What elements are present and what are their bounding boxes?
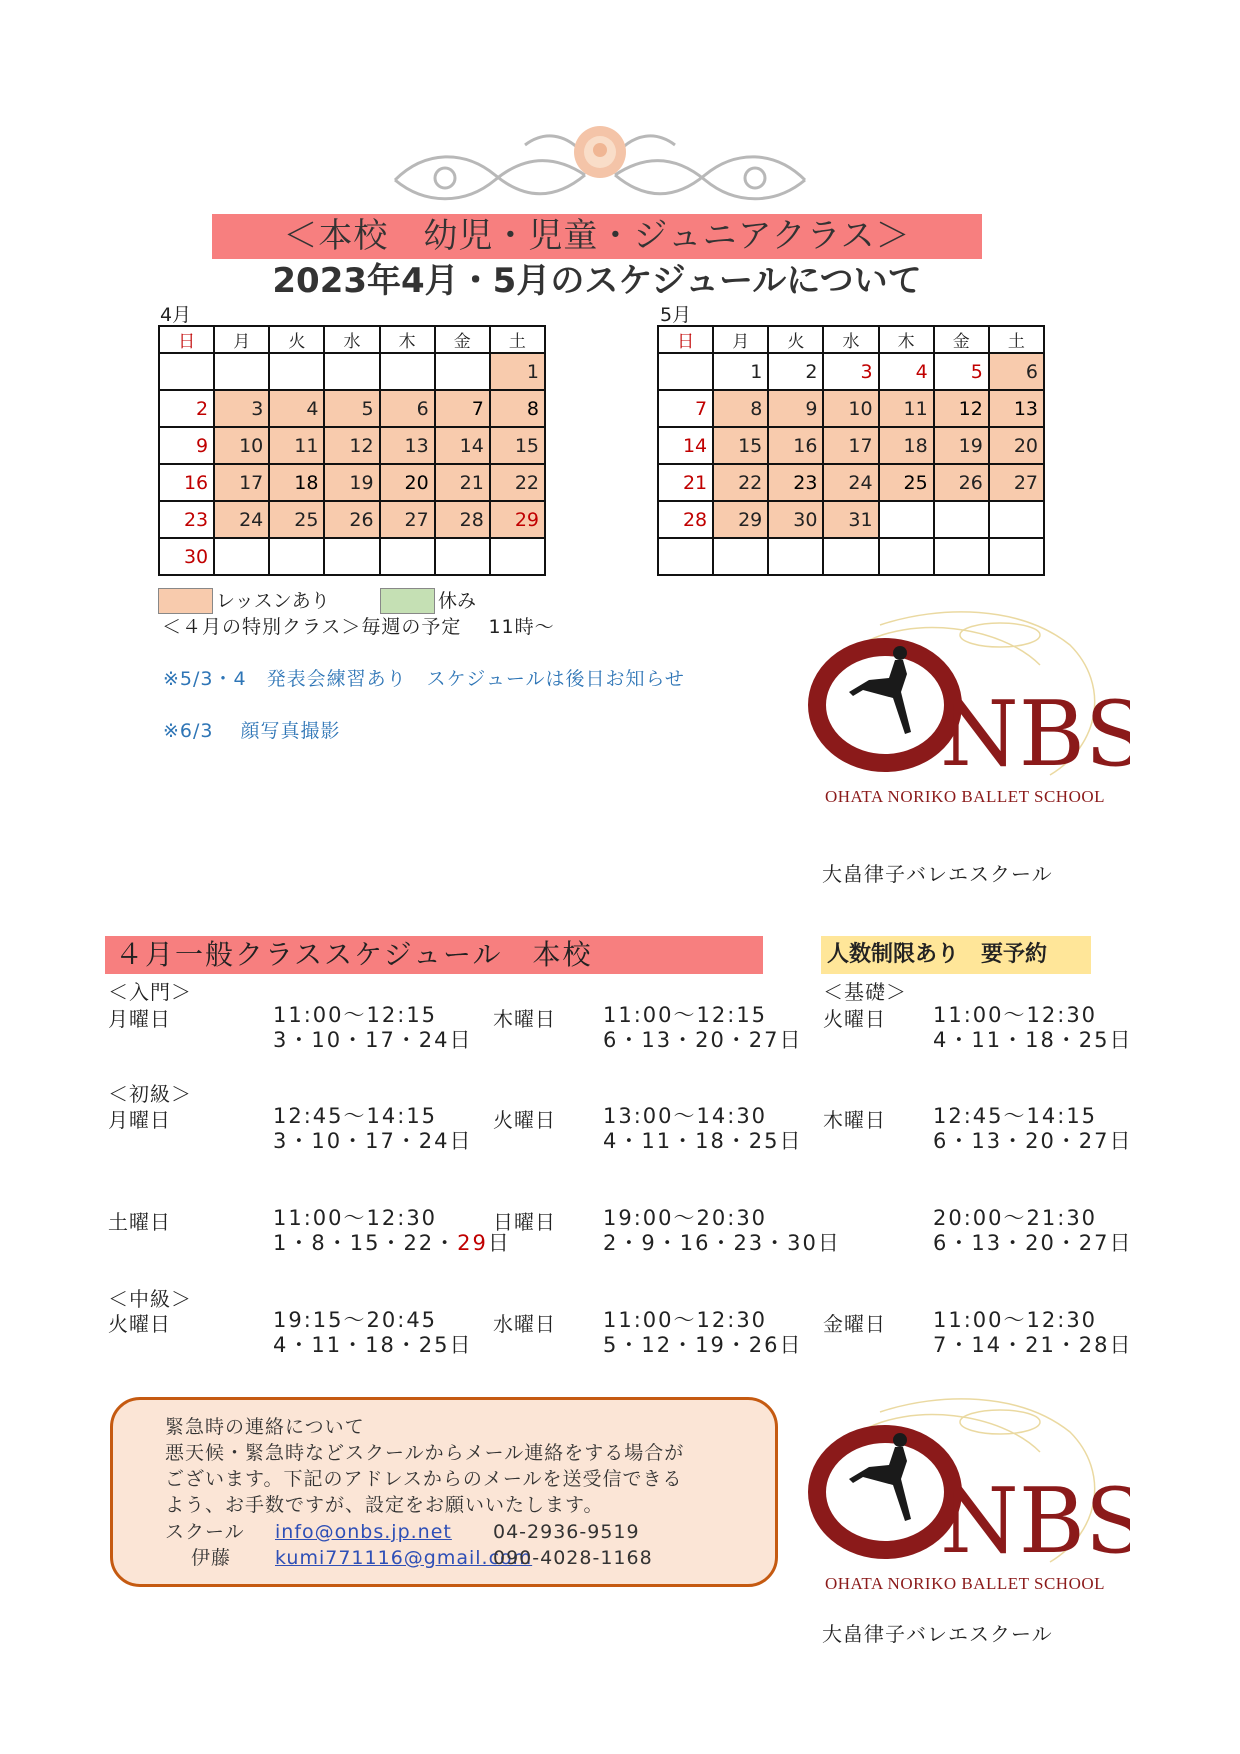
calendar-day: 2: [159, 390, 214, 427]
class-dates: 3・10・17・24日: [273, 1028, 473, 1052]
april-calendar: [158, 325, 546, 576]
class-dates: 4・11・18・25日: [933, 1028, 1133, 1052]
calendar-day: 4: [879, 353, 934, 390]
ito-phone: 090-4028-1168: [493, 1547, 653, 1569]
may-calendar: [657, 325, 1045, 576]
weekday-header: 金: [934, 326, 989, 353]
class-time: 19:00～20:30: [603, 1206, 768, 1230]
legend-lesson-swatch: [158, 588, 213, 614]
class-time: 20:00～21:30: [933, 1206, 1098, 1230]
calendar-day: [934, 538, 989, 575]
page-subtitle: 2023年4月・5月のスケジュールについて: [272, 261, 922, 301]
class-day: 火曜日: [108, 1312, 171, 1336]
calendar-week: [658, 464, 1044, 501]
contact-body-line: 悪天候・緊急時などスクールからメール連絡をする場合が: [165, 1442, 685, 1464]
calendar-day: [879, 538, 934, 575]
calendar-day: [435, 353, 490, 390]
calendar-day: [324, 538, 379, 575]
class-time: 11:00～12:30: [933, 1308, 1098, 1332]
april-label: 4月: [160, 304, 192, 326]
reservation-badge: 人数制限あり 要予約: [821, 936, 1091, 974]
legend-rest-label: 休み: [438, 590, 477, 612]
calendar-day: 2: [768, 353, 823, 390]
weekday-header: 水: [823, 326, 878, 353]
class-day: 水曜日: [493, 1312, 556, 1336]
calendar-day: 9: [768, 390, 823, 427]
calendar-day: [713, 538, 768, 575]
calendar-day: [269, 538, 324, 575]
class-time: 12:45～14:15: [933, 1104, 1098, 1128]
calendar-day: 16: [159, 464, 214, 501]
school-label: スクール: [165, 1521, 245, 1543]
calendar-day: 5: [324, 390, 379, 427]
weekday-header: 月: [713, 326, 768, 353]
calendar-day: 13: [989, 390, 1044, 427]
calendar-day: 9: [159, 427, 214, 464]
calendar-day: 31: [823, 501, 878, 538]
calendar-day: [490, 538, 545, 575]
dates-part: 1・8・15・22・: [273, 1231, 458, 1255]
school-email-link[interactable]: info@onbs.jp.net: [275, 1521, 452, 1543]
calendar-day: 21: [658, 464, 713, 501]
logo-letters: NBS: [940, 682, 1130, 787]
emergency-contact-box: [110, 1397, 778, 1587]
class-day: 月曜日: [108, 1108, 171, 1132]
page-title: ＜本校 幼児・児童・ジュニアクラス＞: [212, 214, 982, 259]
calendar-day: 15: [713, 427, 768, 464]
calendar-day: 13: [380, 427, 435, 464]
calendar-week: [159, 464, 545, 501]
calendar-day: 10: [823, 390, 878, 427]
level-kiso: ＜基礎＞: [823, 980, 907, 1004]
logo-letters: NBS: [940, 1469, 1130, 1574]
calendar-day: 6: [380, 390, 435, 427]
calendar-day: 18: [269, 464, 324, 501]
weekday-header: 火: [768, 326, 823, 353]
class-day: 日曜日: [493, 1210, 556, 1234]
calendar-day: 24: [214, 501, 269, 538]
level-shokyu: ＜初級＞: [108, 1082, 192, 1106]
calendar-day: 8: [490, 390, 545, 427]
weekday-header: 金: [435, 326, 490, 353]
calendar-day: [159, 353, 214, 390]
calendar-week: [658, 390, 1044, 427]
calendar-day: 1: [713, 353, 768, 390]
calendar-week: [658, 427, 1044, 464]
calendar-day: 19: [324, 464, 379, 501]
calendar-day: 1: [490, 353, 545, 390]
class-time: 19:15～20:45: [273, 1308, 438, 1332]
calendar-day: 18: [879, 427, 934, 464]
calendar-day: 19: [934, 427, 989, 464]
calendar-day: [269, 353, 324, 390]
calendar-day: 28: [658, 501, 713, 538]
calendar-day: 20: [380, 464, 435, 501]
calendar-day: 24: [823, 464, 878, 501]
logo-school-name: OHATA NORIKO BALLET SCHOOL: [824, 787, 1106, 806]
calendar-day: 22: [713, 464, 768, 501]
calendar-day: 23: [159, 501, 214, 538]
ito-label: 伊藤: [191, 1547, 232, 1569]
calendar-day: 16: [768, 427, 823, 464]
may-label: 5月: [660, 304, 692, 326]
calendar-day: 23: [768, 464, 823, 501]
contact-body-line: よう、お手数ですが、設定をお願いいたします。: [165, 1494, 604, 1516]
weekday-header: 日: [658, 326, 713, 353]
calendar-day: 27: [380, 501, 435, 538]
calendar-day: [989, 538, 1044, 575]
class-time: 11:00～12:30: [933, 1003, 1098, 1027]
class-dates: 5・12・19・26日: [603, 1333, 803, 1357]
note-rehearsal: ※5/3・4 発表会練習あり スケジュールは後日お知らせ: [163, 668, 685, 690]
calendar-day: 15: [490, 427, 545, 464]
logo-caption: 大畠律子バレエスクール: [822, 862, 1053, 886]
calendar-day: 8: [713, 390, 768, 427]
calendar-day: [380, 538, 435, 575]
class-day: 木曜日: [823, 1108, 886, 1132]
calendar-day: 7: [435, 390, 490, 427]
school-logo: [800, 605, 1130, 835]
calendar-day: [768, 538, 823, 575]
calendar-day: 26: [324, 501, 379, 538]
calendar-day: [879, 501, 934, 538]
class-day: 木曜日: [493, 1007, 556, 1031]
class-dates: 7・14・21・28日: [933, 1333, 1133, 1357]
note-photo: ※6/3 顔写真撮影: [163, 720, 341, 742]
general-schedule-heading: ４月一般クラススケジュール 本校: [105, 936, 763, 974]
class-day: 金曜日: [823, 1312, 886, 1336]
logo-school-name: OHATA NORIKO BALLET SCHOOL: [824, 1574, 1106, 1593]
ballerina-logo-icon: [800, 605, 1130, 805]
calendar-day: 21: [435, 464, 490, 501]
calendar-day: 10: [214, 427, 269, 464]
class-day: 火曜日: [493, 1108, 556, 1132]
weekday-header: 木: [879, 326, 934, 353]
calendar-week: [658, 501, 1044, 538]
calendar-week: [159, 538, 545, 575]
ballerina-logo-icon: [800, 1392, 1130, 1592]
calendar-day: 3: [214, 390, 269, 427]
calendar-day: 26: [934, 464, 989, 501]
calendar-day: 5: [934, 353, 989, 390]
class-day: 土曜日: [108, 1210, 171, 1234]
calendar-day: 29: [490, 501, 545, 538]
rose-ornament-icon: [385, 120, 815, 215]
calendar-day: 6: [989, 353, 1044, 390]
school-phone: 04-2936-9519: [493, 1521, 640, 1543]
class-dates: 4・11・18・25日: [603, 1129, 803, 1153]
calendar-day: 11: [879, 390, 934, 427]
calendar-day: 12: [934, 390, 989, 427]
dates-holiday: 29: [457, 1231, 488, 1255]
level-nyumon: ＜入門＞: [108, 980, 192, 1004]
calendar-day: [934, 501, 989, 538]
weekday-header: 土: [490, 326, 545, 353]
class-time: 11:00～12:30: [603, 1308, 768, 1332]
calendar-day: 25: [269, 501, 324, 538]
calendar-week: [159, 390, 545, 427]
class-dates: 2・9・16・23・30日: [603, 1231, 841, 1255]
class-day: 月曜日: [108, 1007, 171, 1031]
calendar-day: [658, 353, 713, 390]
calendar-day: 20: [989, 427, 1044, 464]
calendar-day: [214, 538, 269, 575]
weekday-header: 日: [159, 326, 214, 353]
calendar-day: 3: [823, 353, 878, 390]
level-chukyu: ＜中級＞: [108, 1287, 192, 1311]
calendar-day: [989, 501, 1044, 538]
class-time: 11:00～12:30: [273, 1206, 438, 1230]
calendar-day: 14: [435, 427, 490, 464]
weekday-header: 火: [269, 326, 324, 353]
calendar-day: 17: [214, 464, 269, 501]
calendar-day: 7: [658, 390, 713, 427]
calendar-day: 12: [324, 427, 379, 464]
ito-email-link[interactable]: kumi771116@gmail.com: [275, 1547, 533, 1569]
calendar-day: 17: [823, 427, 878, 464]
calendar-day: [823, 538, 878, 575]
logo-caption: 大畠律子バレエスクール: [822, 1622, 1053, 1646]
calendar-day: 30: [159, 538, 214, 575]
class-time: 11:00～12:15: [273, 1003, 438, 1027]
calendar-week: [159, 501, 545, 538]
calendar-day: 28: [435, 501, 490, 538]
calendar-day: 11: [269, 427, 324, 464]
class-dates: 6・13・20・27日: [933, 1129, 1133, 1153]
calendar-day: 4: [269, 390, 324, 427]
calendar-day: 14: [658, 427, 713, 464]
class-time: 12:45～14:15: [273, 1104, 438, 1128]
calendar-day: [435, 538, 490, 575]
school-logo: [800, 1392, 1130, 1622]
weekday-header: 木: [380, 326, 435, 353]
calendar-day: [380, 353, 435, 390]
weekday-header: 月: [214, 326, 269, 353]
legend-rest-swatch: [380, 588, 435, 614]
calendar-day: [214, 353, 269, 390]
contact-title: 緊急時の連絡について: [165, 1416, 365, 1438]
calendar-week: [658, 353, 1044, 390]
dates-suffix: 日: [487, 1231, 511, 1255]
calendar-week: [159, 353, 545, 390]
calendar-week: [658, 538, 1044, 575]
calendar-day: 30: [768, 501, 823, 538]
class-time: 13:00～14:30: [603, 1104, 768, 1128]
weekday-header: 土: [989, 326, 1044, 353]
calendar-day: 25: [879, 464, 934, 501]
legend-lesson-label: レッスンあり: [216, 590, 330, 612]
calendar-day: 22: [490, 464, 545, 501]
calendar-day: 29: [713, 501, 768, 538]
special-class-note: ＜４月の特別クラス＞毎週の予定 11時～: [162, 616, 555, 638]
calendar-day: [658, 538, 713, 575]
class-time: 11:00～12:15: [603, 1003, 768, 1027]
class-dates: 4・11・18・25日: [273, 1333, 473, 1357]
contact-body-line: ございます。下記のアドレスからのメールを送受信できる: [165, 1468, 683, 1490]
calendar-day: 27: [989, 464, 1044, 501]
class-dates: 6・13・20・27日: [933, 1231, 1133, 1255]
class-dates: [273, 1231, 511, 1256]
calendar-week: [159, 427, 545, 464]
class-dates: 6・13・20・27日: [603, 1028, 803, 1052]
class-day: 火曜日: [823, 1007, 886, 1031]
calendar-day: [324, 353, 379, 390]
class-dates: 3・10・17・24日: [273, 1129, 473, 1153]
weekday-header: 水: [324, 326, 379, 353]
